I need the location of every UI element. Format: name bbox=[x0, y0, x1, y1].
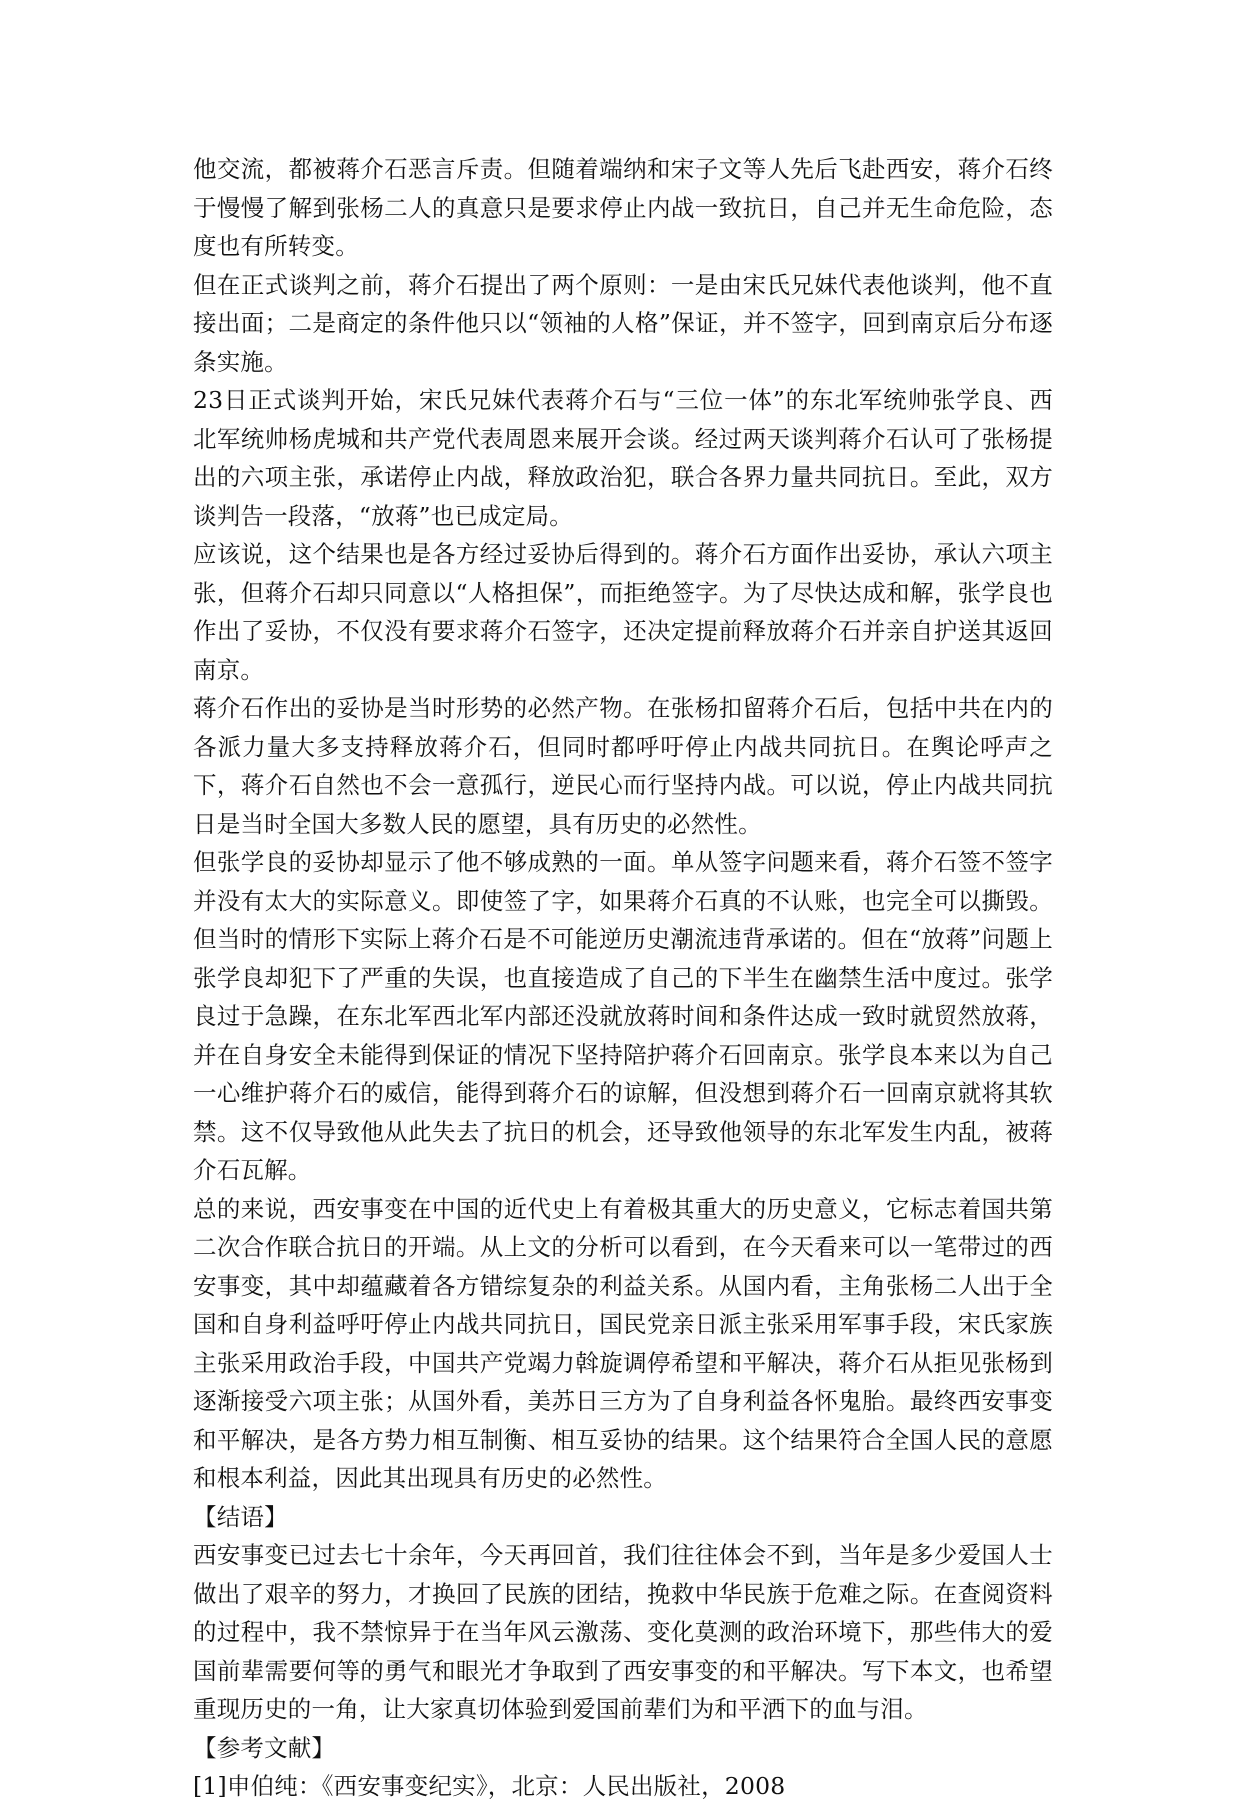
conclusion-heading: 【结语】 bbox=[193, 1502, 288, 1531]
paragraph-5: 蒋介石作出的妥协是当时形势的必然产物。在张杨扣留蒋介石后，包括中共在内的各派力量大多支持释放蒋介石，但同时都呼吁停止内战共同抗日。在舆论呼声之下，蒋介石自然也不会一意孤行，逆民心而行坚持内战。可以说，停止内战共同抗日是当时全国大多数人民的愿望，具有历史的必然性。 bbox=[193, 694, 1053, 838]
paragraph-2: 但在正式谈判之前，蒋介石提出了两个原则：一是由宋氏兄妹代表他谈判，他不直接出面；二是商定的条件他只以“领袖的人格”保证，并不签字，回到南京后分布逐条实施。 bbox=[193, 270, 1053, 376]
paragraph-1: 他交流，都被蒋介石恶言斥责。但随着端纳和宋子文等人先后飞赴西安，蒋介石终于慢慢了解到张杨二人的真意只是要求停止内战一致抗日，自己并无生命危险，态度也有所转变。 bbox=[193, 155, 1053, 260]
paragraph-6: 但张学良的妥协却显示了他不够成熟的一面。单从签字问题来看，蒋介石签不签字并没有太大的实际意义。即使签了字，如果蒋介石真的不认账，也完全可以撕毁。但当时的情形下实际上蒋介石是不可能逆历史潮流违背承诺的。但在“放蒋”问题上张学良却犯下了严重的失误，也直接造成了自己的下半生在幽禁生活中度过。张学良过于急躁，在东北军西北军内部还没就放蒋时间和条件达成一致时就贸然放蒋，并在自身安全未能得到保证的情况下坚持陪护蒋介石回南京。张学良本来以为自己一心维护蒋介石的威信，能得到蒋介石的谅解，但没想到蒋介石一回南京就将其软禁。这不仅导致他从此失去了抗日的机会，还导致他领导的东北军发生内乱，被蒋介石瓦解。 bbox=[193, 848, 1053, 1184]
document-body bbox=[193, 150, 1053, 1806]
paragraph-4: 应该说，这个结果也是各方经过妥协后得到的。蒋介石方面作出妥协，承认六项主张，但蒋介石却只同意以“人格担保”，而拒绝签字。为了尽快达成和解，张学良也作出了妥协，不仅没有要求蒋介石签字，还决定提前释放蒋介石并亲自护送其返回南京。 bbox=[193, 540, 1053, 684]
reference-item: [1]申伯纯：《西安事变纪实》，北京：人民出版社，2008 bbox=[193, 1772, 786, 1800]
paragraph-3: 23日正式谈判开始，宋氏兄妹代表蒋介石与“三位一体”的东北军统帅张学良、西北军统帅杨虎城和共产党代表周恩来展开会谈。经过两天谈判蒋介石认可了张杨提出的六项主张，承诺停止内战，释放政治犯，联合各界力量共同抗日。至此，双方谈判告一段落，“放蒋”也已成定局。 bbox=[193, 386, 1053, 530]
references-heading: 【参考文献】 bbox=[193, 1733, 336, 1762]
paragraph-7: 总的来说，西安事变在中国的近代史上有着极其重大的历史意义，它标志着国共第二次合作联合抗日的开端。从上文的分析可以看到，在今天看来可以一笔带过的西安事变，其中却蕴藏着各方错综复杂的利益关系。从国内看，主角张杨二人出于全国和自身利益呼吁停止内战共同抗日，国民党亲日派主张采用军事手段，宋氏家族主张采用政治手段，中国共产党竭力斡旋调停希望和平解决，蒋介石从拒见张杨到逐渐接受六项主张；从国外看，美苏日三方为了自身利益各怀鬼胎。最终西安事变和平解决，是各方势力相互制衡、相互妥协的结果。这个结果符合全国人民的意愿和根本利益，因此其出现具有历史的必然性。 bbox=[193, 1194, 1053, 1492]
conclusion-text: 西安事变已过去七十余年，今天再回首，我们往往体会不到，当年是多少爱国人士做出了艰辛的努力，才换回了民族的团结，挽救中华民族于危难之际。在查阅资料的过程中，我不禁惊异于在当年风云激荡、变化莫测的政治环境下，那些伟大的爱国前辈需要何等的勇气和眼光才争取到了西安事变的和平解决。写下本文，也希望重现历史的一角，让大家真切体验到爱国前辈们为和平洒下的血与泪。 bbox=[193, 1541, 1053, 1723]
